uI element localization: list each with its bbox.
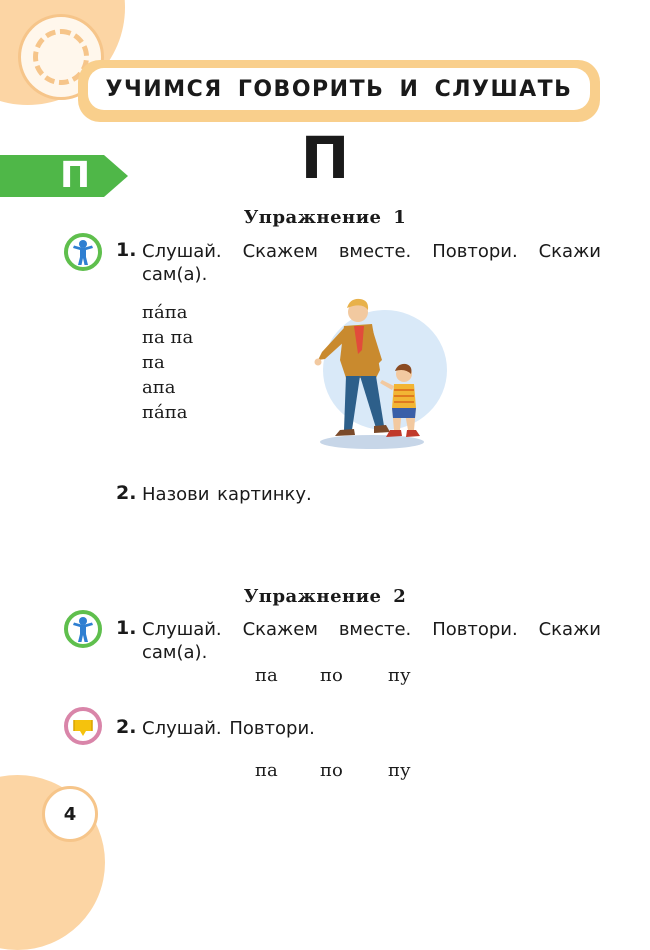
task-1-instruction-line1: Слушай. Скажем вместе. Повтори. Скажи	[142, 241, 601, 262]
page-number: 4	[63, 803, 77, 825]
syllable-item: па	[142, 352, 165, 373]
syllable-item: по	[320, 760, 343, 781]
task-1-instruction-line2: сам(а).	[142, 264, 208, 285]
task-2-instruction: Слушай. Повтори.	[142, 718, 315, 739]
syllable-item: па па	[142, 327, 194, 348]
section-banner	[78, 60, 600, 122]
section-title: УЧИМСЯ ГОВОРИТЬ И СЛУШАТЬ	[105, 76, 573, 102]
lesson-letter: П	[300, 124, 350, 192]
syllable-item: па	[255, 760, 278, 781]
syllable-item: пу	[388, 665, 411, 686]
task-2-number: 2.	[116, 716, 137, 738]
listen-child-icon	[64, 610, 102, 648]
father-son-illustration	[300, 290, 450, 455]
syllable-item: па	[255, 665, 278, 686]
syllable-item: па́па	[142, 302, 188, 323]
listen-child-icon	[64, 233, 102, 271]
page-number-badge	[42, 786, 98, 842]
book-icon	[64, 707, 102, 745]
exercise-1-title: Упражнение 1	[243, 207, 407, 228]
task-1-number: 1.	[116, 239, 137, 261]
exercise-2-title: Упражнение 2	[243, 586, 407, 607]
task-2-number: 2.	[116, 482, 137, 504]
syllable-item: по	[320, 665, 343, 686]
task-1-instruction-line2: сам(а).	[142, 642, 208, 663]
task-1-number: 1.	[116, 617, 137, 639]
syllable-item: па́па	[142, 402, 188, 423]
task-2-instruction: Назови картинку.	[142, 484, 312, 505]
syllable-item: пу	[388, 760, 411, 781]
task-1-instruction-line1: Слушай. Скажем вместе. Повтори. Скажи	[142, 619, 601, 640]
letter-tab-label: П	[60, 155, 91, 196]
syllable-item: апа	[142, 377, 176, 398]
